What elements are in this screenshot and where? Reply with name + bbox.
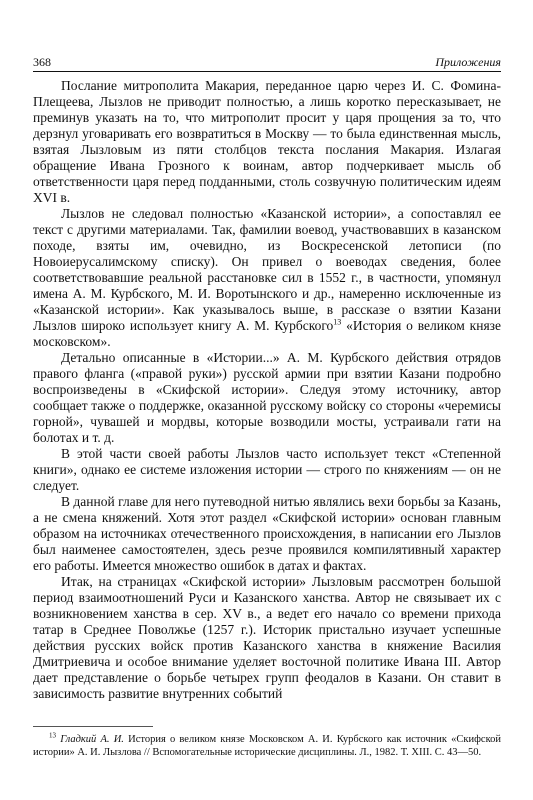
footnote-reference[interactable]: 13 [333, 317, 342, 327]
page-number: 368 [33, 55, 51, 69]
footnote-author: Гладкий А. И. [60, 734, 124, 745]
paragraph-text: «История о великом князе московском». [33, 318, 501, 349]
footnote-paragraph [33, 733, 501, 759]
footnote-number: 13 [49, 731, 56, 740]
footnote-rule [33, 726, 153, 727]
paragraph: В данной главе для него путеводной нитью являлись вехи борьбы за Казань, а не смена княжений. Хотя этот раздел «Скифской истории» основан главным образом на источниках отечественного происхождения, в написании его Лызлов был наименее самостоятелен, здесь резче проявился компилятивный характер его работы. Имеется множество ошибок в датах и фактах. [33, 494, 501, 573]
paragraph: Послание митрополита Макария, переданное царю через И. С. Фомина-Плещеева, Лызлов не приводит полностью, а лишь коротко пересказывает, не преминув указать на то, что митрополит просит у царя прощения за то, что дерзнул уговаривать его возвратиться в Москву — то была единственная мысль, взятая Лызловым из пяти столбцов текста послания Макария. Излагая обращение Ивана Грозного к воинам, автор подчеркивает мысль об ответственности царя перед подданными, столь созвучную политическим идеям XVI в. [33, 78, 501, 205]
paragraph-text: Лызлов не следовал полностью «Казанской истории», а сопоставлял ее текст с другими материалами. Так, фамилии воевод, участвовавших в казанском походе, взяты им, очевидно, из Воскресенской летописи (по Новоиерусалимскому списку). Он привел о воеводах сведения, более соответствовавшие реальной расстановке сил в 1552 г., в частности, упомянул имена А. М. Курбского, М. И. Воротынского и др., намеренно исключенные из «Казанской истории». Как указывалось выше, в рассказе о взятии Казани Лызлов широко использует книгу А. М. Курбского [33, 206, 501, 333]
header-rule [33, 71, 501, 72]
paragraph: В этой части своей работы Лызлов часто использует текст «Степенной книги», однако ее системе изложения истории — строго по княжениям — он не следует. [33, 446, 501, 493]
footnote [33, 733, 501, 759]
paragraph: Детально описанные в «Истории...» А. М. Курбского действия отрядов правого фланга («правой руки») русской армии при взятии Казани подробно воспроизведены в «Скифской истории». Следуя этому источнику, автор сообщает также о поддержке, оказанной русскому войску со стороны «черемисы горной», чувашей и мордвы, которые возводили мосты, устраивали гати на болотах и т. д. [33, 350, 501, 445]
page-header [33, 53, 501, 71]
paragraph [33, 206, 501, 350]
paragraph: Итак, на страницах «Скифской истории» Лызловым рассмотрен большой период взаимоотношений Руси и Казанского ханства. Автор не связывает их с возникновением ханства в сер. XV в., а ведет его начало со времени прихода татар в Среднее Поволжье (1257 г.). Историк пристально изучает успешные действия русских войск против Казанского ханства в княжение Василия Дмитриевича и особое внимание уделяет восточной политике Ивана III. Автор дает представление о борьбе четырех групп феодалов в Казани. Он ставит в зависимость развитие внутренних событий [33, 574, 501, 701]
footnote-text: История о великом князе Московском А. И. Курбского как источник «Скифской истории» А. И. Лызлова // Вспомогательные исторические дисциплины. Л., 1982. Т. XIII. С. 43—50. [33, 734, 502, 758]
main-text [33, 78, 501, 702]
running-title: Приложения [435, 55, 501, 69]
